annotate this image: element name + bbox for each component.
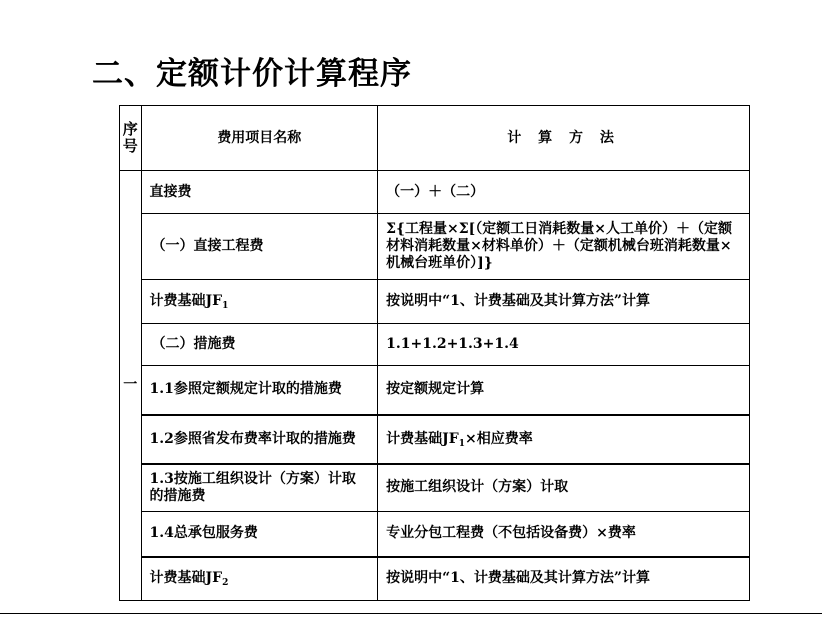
header-seq-line1: 序: [122, 120, 138, 138]
table-row: [120, 324, 750, 366]
row-name: （一）直接工程费: [141, 214, 378, 280]
header-name: 费用项目名称: [141, 106, 378, 171]
row-name: [141, 557, 378, 601]
row-name: 1.1参照定额规定计取的措施费: [141, 366, 378, 415]
table-header-row: [120, 106, 750, 171]
table-row: [120, 557, 750, 601]
pricing-procedure-table: [119, 105, 750, 601]
row-method-text-post: ×相应费率: [464, 430, 533, 447]
table-row: [120, 171, 750, 214]
table-row: [120, 464, 750, 512]
row-method-text: 计费基础JF: [386, 430, 459, 447]
header-seq: [120, 106, 142, 171]
row-method: 按说明中“1、计费基础及其计算方法”计算: [378, 557, 750, 601]
seq-cell: 一: [120, 171, 142, 601]
table-row: [120, 214, 750, 280]
row-method: 按定额规定计算: [378, 366, 750, 415]
row-name: （二）措施费: [141, 324, 378, 366]
row-name-text: 计费基础JF: [149, 570, 223, 587]
bottom-divider: [0, 613, 822, 614]
row-method: [378, 415, 750, 464]
table-row: [120, 512, 750, 557]
row-method: 按施工组织设计（方案）计取: [378, 464, 750, 512]
table-row: [120, 280, 750, 324]
row-method: 按说明中“1、计费基础及其计算方法”计算: [378, 280, 750, 324]
page-title: 二、定额计价计算程序: [92, 56, 412, 92]
row-name: 1.4总承包服务费: [141, 512, 378, 557]
row-method: 专业分包工程费（不包括设备费）×费率: [378, 512, 750, 557]
row-name: [141, 280, 378, 324]
table-row: [120, 366, 750, 415]
row-name: 1.2参照省发布费率计取的措施费: [141, 415, 378, 464]
row-name-subscript: 2: [222, 578, 229, 589]
table-row: [120, 415, 750, 464]
row-method-subscript: 1: [458, 438, 465, 449]
header-method: 计 算 方 法: [378, 106, 750, 171]
row-name: 1.3按施工组织设计（方案）计取的措施费: [141, 464, 378, 512]
header-seq-line2: 号: [122, 137, 138, 155]
row-method: （一）＋（二）: [378, 171, 750, 214]
row-name: 直接费: [141, 171, 378, 214]
row-name-subscript: 1: [222, 301, 229, 311]
row-method: Σ{工程量×Σ[（定额工日消耗数量×人工单价）＋（定额材料消耗数量×材料单价）＋（定额机械台班消耗数量×机械台班单价）]}: [378, 214, 750, 280]
row-method: 1.1+1.2+1.3+1.4: [378, 324, 750, 366]
row-name-text: 计费基础JF: [149, 293, 223, 309]
